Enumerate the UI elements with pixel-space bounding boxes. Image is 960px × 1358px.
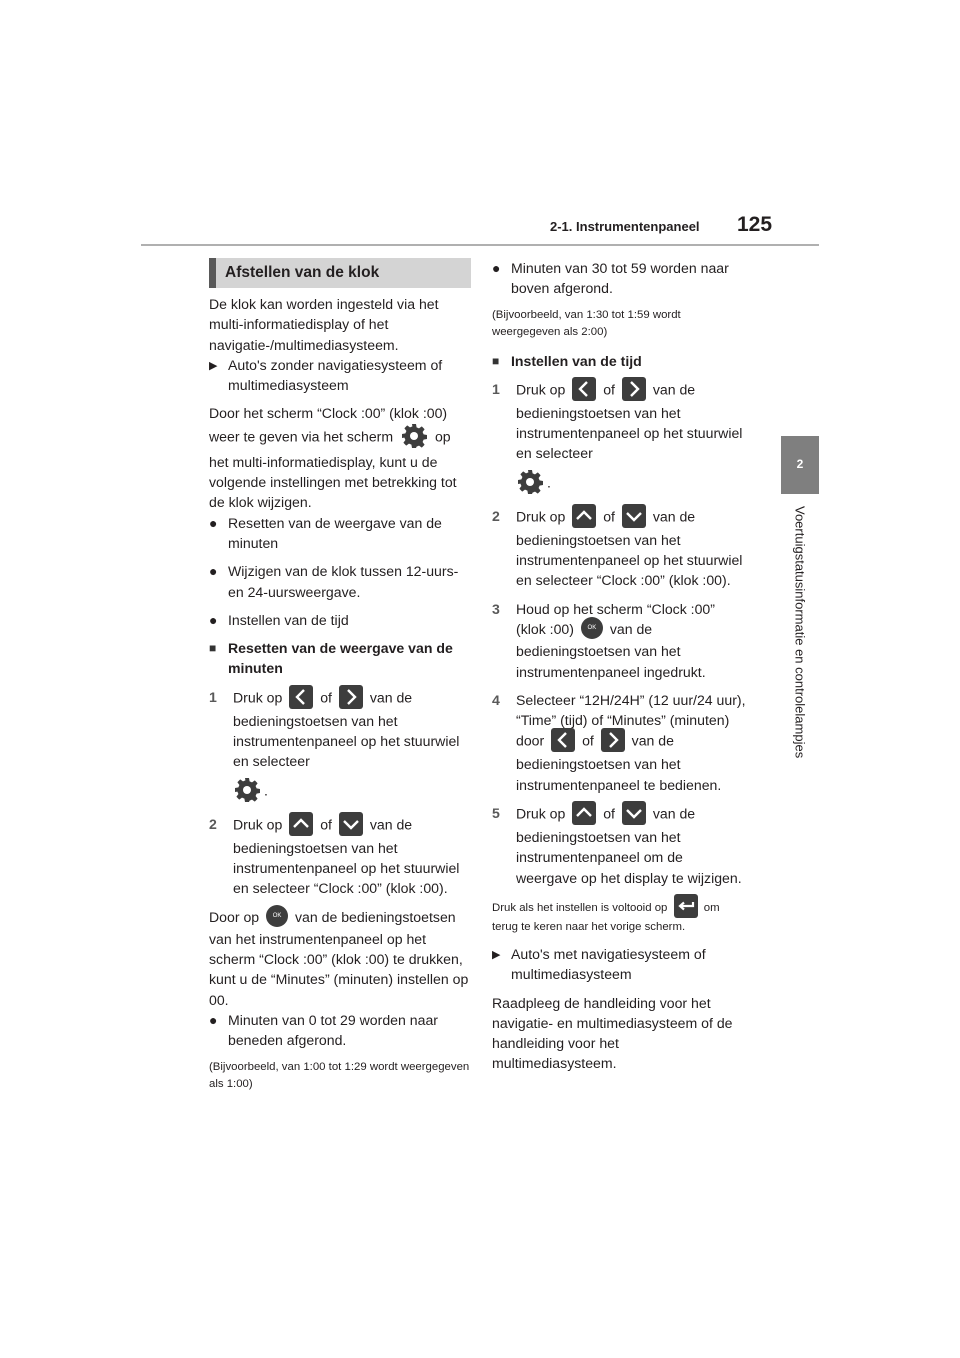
- back-note-a: Druk als het instellen is voltooid op: [492, 901, 668, 914]
- sub-heading-text: Resetten van de weergave van de minuten: [228, 640, 453, 677]
- step-text: .: [264, 782, 268, 799]
- filled-circle-icon: ●: [209, 514, 218, 531]
- list-item-text: Resetten van de weergave van de minuten: [228, 514, 442, 551]
- gear-icon: [516, 468, 544, 496]
- chevron-right-icon: [339, 685, 363, 709]
- step-text: van de bedieningstoetsen van het instrumentenpaneel te bedienen.: [516, 733, 722, 793]
- step-text: Druk op: [516, 805, 566, 822]
- step-5: [492, 803, 746, 888]
- triangle-right-icon: ▶: [209, 359, 218, 372]
- triangle-right-icon: ▶: [492, 948, 501, 961]
- arrow-item: [492, 944, 746, 985]
- chevron-up-icon: [572, 801, 596, 825]
- chevron-up-icon: [289, 812, 313, 836]
- list-item-text: Wijzigen van de klok tussen 12-uurs- en 24-uursweergave.: [228, 563, 459, 600]
- step-text: van de bedieningstoetsen van het instrumentenpaneel op het stuurwiel en selecteer: [233, 689, 460, 770]
- back-arrow-icon: [674, 894, 698, 918]
- chevron-down-icon: [622, 504, 646, 528]
- chapter-tab: [781, 436, 819, 494]
- step-number: 3: [492, 600, 500, 617]
- ok-button-icon: OK: [581, 617, 603, 639]
- intro-text: De klok kan worden ingesteld via het multi-informatiedisplay of het navigatie-/multimediasysteem.: [209, 296, 439, 353]
- sub-heading: [492, 351, 746, 371]
- step-text: Druk op: [233, 689, 283, 706]
- step-text: of: [603, 508, 615, 525]
- step-text: Druk op: [516, 508, 566, 525]
- step-text: van de bedieningstoetsen van het instrumentenpaneel op het stuurwiel en selecteer: [516, 381, 743, 462]
- step-number: 5: [492, 805, 500, 822]
- arrow-item-text: Auto's zonder navigatiesysteem of multimediasysteem: [228, 356, 443, 394]
- step-number: 1: [209, 688, 217, 705]
- step-1: [209, 687, 471, 806]
- chapter-number: 2: [796, 457, 804, 471]
- step-number: 1: [492, 380, 500, 397]
- reset-text-a: Door op: [209, 908, 260, 925]
- right-column: [492, 258, 746, 1074]
- step-icon-line: [233, 778, 471, 806]
- sub-heading: [209, 638, 471, 679]
- step-text: Selecteer “12H/24H” (12 uur/24 uur), “Time” (tijd) of “Minutes” (minuten) door: [516, 691, 746, 750]
- list-item: [209, 610, 471, 630]
- step-1: [492, 379, 746, 498]
- reset-minutes-text: [209, 907, 471, 1010]
- step-text: of: [603, 381, 615, 398]
- chevron-left-icon: [572, 377, 596, 401]
- step-2: [209, 814, 471, 899]
- final-text: Raadpleeg de handleiding voor het navigatie- en multimediasysteem of de handleiding voor het multimediasysteem.: [492, 994, 733, 1072]
- chapter-label: Voertuigstatusinformatie en controlelampjes: [792, 506, 808, 759]
- clock-screen-text-c: op het multi-informatiedisplay, kunt u de volgende instellingen met betrekking tot de klok wijzigen.: [209, 428, 457, 511]
- step-icon-line: [516, 470, 746, 498]
- gear-icon: [233, 776, 261, 804]
- chapter-label-container: [776, 506, 824, 771]
- clock-screen-text-a: Door het scherm “Clock :00” (klok :00): [209, 405, 448, 422]
- reset-text-b: van de bedieningstoetsen van het instrumentenpaneel op het scherm “Clock :00” (klok :00) te drukken, kunt u de “Minutes” (minuten) instellen op 00.: [209, 908, 469, 1008]
- step-text: van de bedieningstoetsen van het instrumentenpaneel ingedrukt.: [516, 620, 706, 680]
- filled-square-icon: ■: [209, 641, 217, 656]
- filled-circle-icon: ●: [492, 260, 501, 276]
- arrow-item-text: Auto's met navigatiesysteem of multimediasysteem: [511, 945, 706, 983]
- chevron-right-icon: [622, 377, 646, 401]
- step-text: Druk op: [233, 816, 283, 833]
- step-4: [492, 690, 746, 795]
- step-text: van de bedieningstoetsen van het instrumentenpaneel om de weergave op het display te wijzigen.: [516, 805, 742, 886]
- filled-circle-icon: ●: [209, 563, 218, 580]
- clock-screen-text: [209, 403, 471, 512]
- filled-circle-icon: ●: [209, 1012, 218, 1028]
- step-number: 4: [492, 691, 500, 708]
- back-note-b: om terug te keren naar het vorige scherm.: [492, 901, 720, 933]
- list-item-text: Minuten van 30 tot 59 worden naar boven afgerond.: [511, 260, 729, 297]
- left-column: [209, 258, 471, 1103]
- chevron-down-icon: [339, 812, 363, 836]
- step-text: van de bedieningstoetsen van het instrumentenpaneel op het stuurwiel en selecteer “Clock :00” (klok :00).: [233, 816, 460, 897]
- header-divider: [141, 244, 819, 246]
- ok-button-icon: OK: [266, 905, 288, 927]
- back-note: [492, 896, 746, 934]
- step-number: 2: [209, 815, 217, 832]
- example-note: (Bijvoorbeeld, van 1:30 tot 1:59 wordt weergegeven als 2:00): [492, 308, 681, 338]
- step-text: Houd op het scherm “Clock :00” (klok :00): [516, 600, 715, 637]
- filled-circle-icon: ●: [209, 611, 218, 628]
- step-3: [492, 599, 746, 682]
- sub-heading-text: Instellen van de tijd: [511, 352, 642, 369]
- list-item-text: Instellen van de tijd: [228, 611, 349, 628]
- chevron-down-icon: [622, 801, 646, 825]
- filled-square-icon: ■: [492, 353, 500, 368]
- chevron-up-icon: [572, 504, 596, 528]
- chevron-right-icon: [601, 728, 625, 752]
- chevron-left-icon: [551, 728, 575, 752]
- clock-screen-text-b: weer te geven via het scherm: [209, 428, 394, 445]
- gear-icon: [400, 422, 428, 450]
- step-text: van de bedieningstoetsen van het instrumentenpaneel op het stuurwiel en selecteer “Clock :00” (klok :00).: [516, 508, 743, 589]
- page-number: 125: [737, 213, 773, 236]
- chevron-left-icon: [289, 685, 313, 709]
- step-number: 2: [492, 507, 500, 524]
- step-text: Druk op: [516, 381, 566, 398]
- list-item: [209, 513, 471, 554]
- step-text: of: [320, 689, 332, 706]
- arrow-item: [209, 355, 471, 396]
- list-item-text: Minuten van 0 tot 29 worden naar beneden afgerond.: [228, 1012, 438, 1049]
- step-text: of: [320, 816, 332, 833]
- section-title: Afstellen van de klok: [209, 258, 471, 288]
- list-item: [492, 258, 746, 299]
- step-text: .: [547, 474, 551, 491]
- step-text: of: [582, 733, 594, 750]
- list-item: [209, 561, 471, 602]
- example-note: (Bijvoorbeeld, van 1:00 tot 1:29 wordt weergegeven als 1:00): [209, 1060, 470, 1090]
- step-2: [492, 506, 746, 591]
- section-header: 2-1. Instrumentenpaneel: [550, 219, 700, 234]
- step-text: of: [603, 805, 615, 822]
- list-item: [209, 1010, 471, 1051]
